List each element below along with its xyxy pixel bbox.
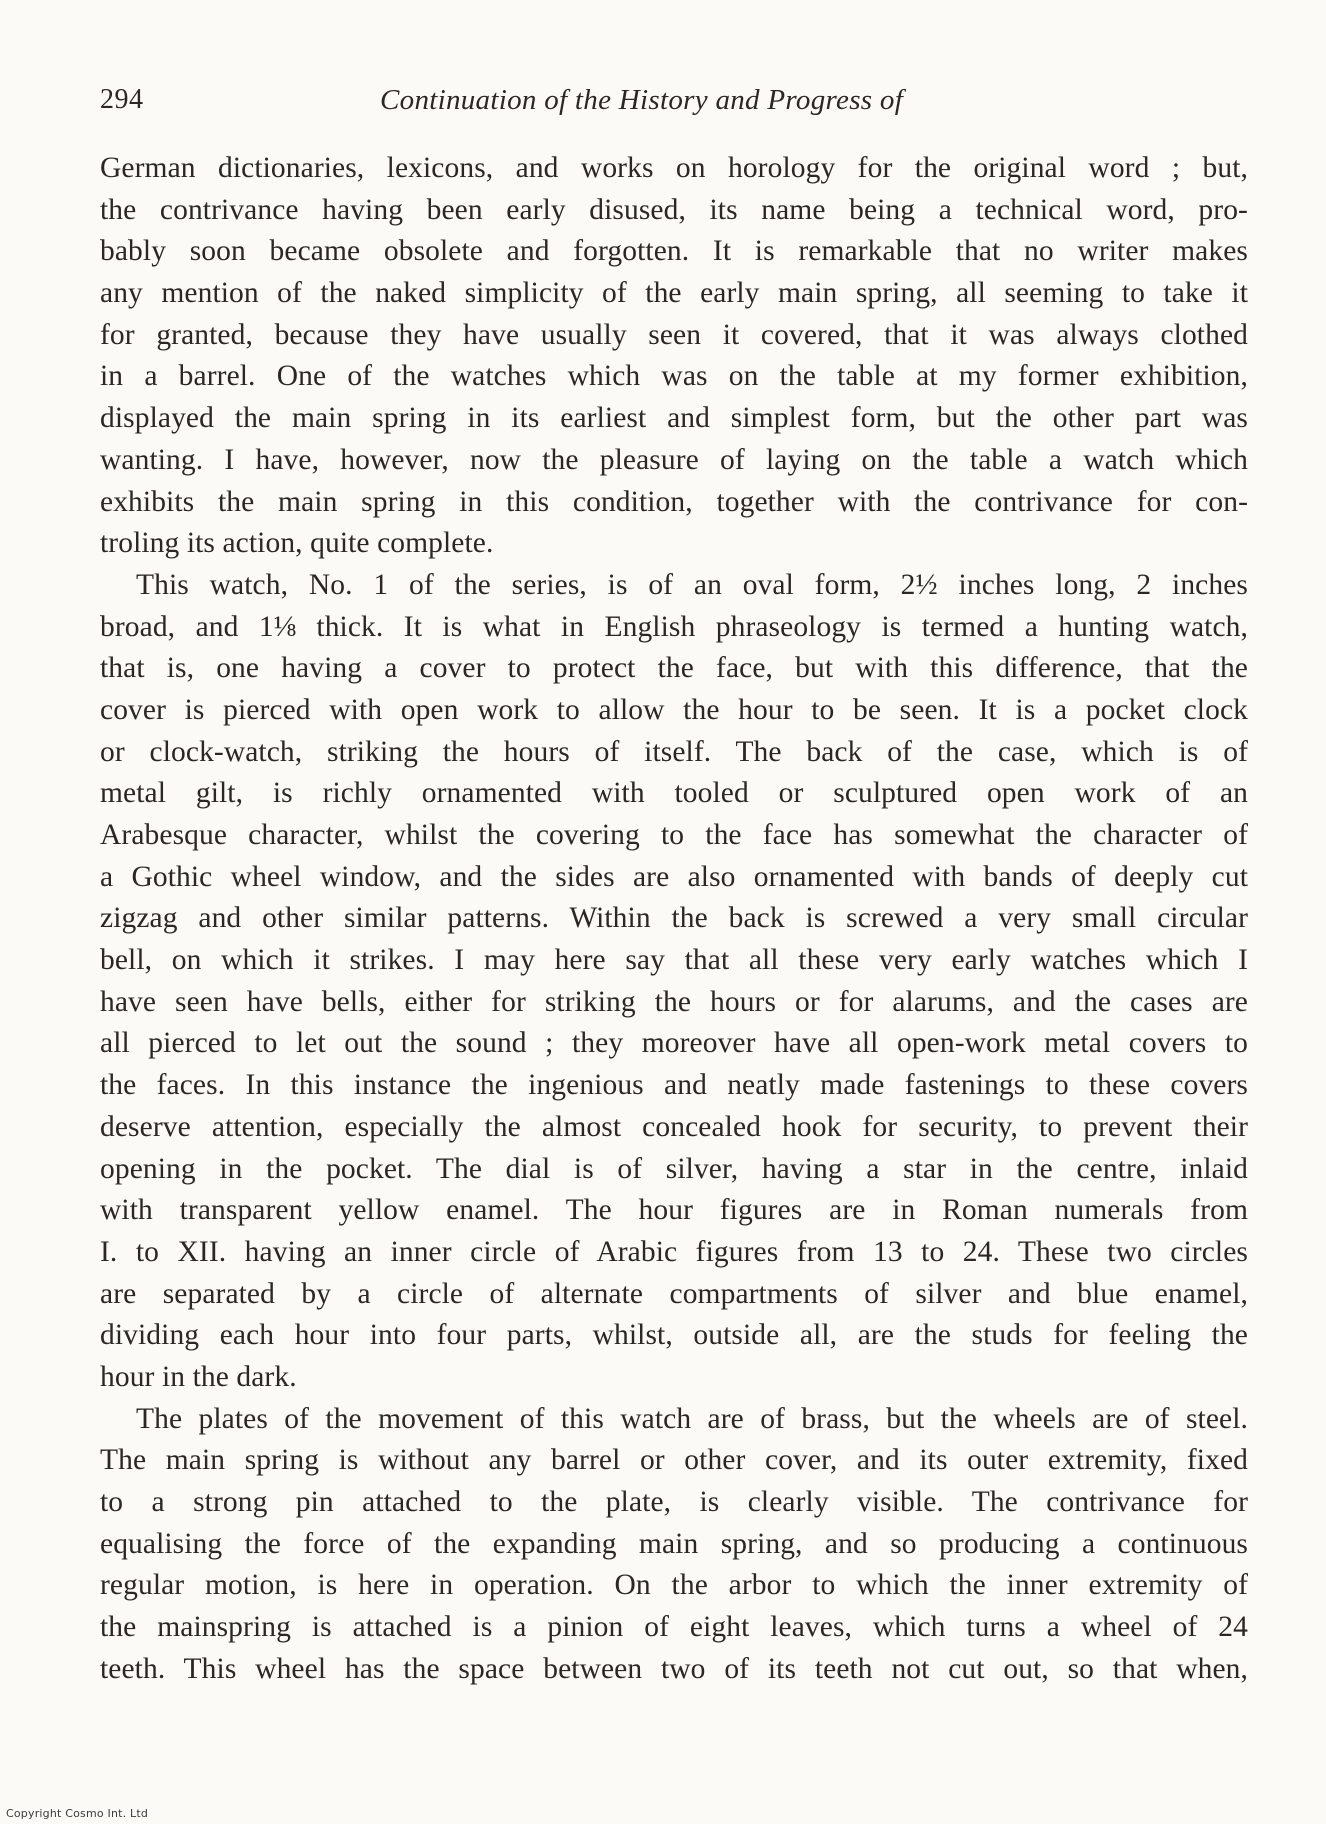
paragraph-3 — [100, 1399, 1248, 1691]
text-line: all pierced to let out the sound ; they moreover have all open-work metal covers to — [100, 1027, 1248, 1060]
text-line: This watch, No. 1 of the series, is of an oval form, 2½ inches long, 2 inches — [136, 568, 1248, 601]
copyright-watermark: Copyright Cosmo Int. Ltd — [6, 1807, 149, 1820]
text-line: hour in the dark. — [100, 1360, 297, 1393]
text-line: the contrivance having been early disused, its name being a technical word, pro- — [100, 193, 1248, 226]
text-line: any mention of the naked simplicity of the early main spring, all seeming to take it — [100, 277, 1248, 310]
text-line: broad, and 1⅛ thick. It is what in English phraseology is termed a hunting watch, — [100, 610, 1248, 643]
text-line: the mainspring is attached is a pinion of eight leaves, which turns a wheel of 24 — [100, 1611, 1248, 1644]
text-line: the faces. In this instance the ingenious and neatly made fastenings to these covers — [100, 1069, 1248, 1102]
text-line: exhibits the main spring in this condition, together with the contrivance for con- — [100, 485, 1248, 518]
paragraph-2 — [100, 565, 1248, 1399]
running-head: Continuation of the History and Progress of — [380, 84, 904, 116]
text-line: bell, on which it strikes. I may here say that all these very early watches which I — [100, 944, 1248, 977]
text-line: or clock-watch, striking the hours of itself. The back of the case, which is of — [100, 735, 1248, 768]
text-line: to a strong pin attached to the plate, is clearly visible. The contrivance for — [100, 1486, 1248, 1518]
text-line: opening in the pocket. The dial is of silver, having a star in the centre, inlaid — [100, 1152, 1248, 1185]
text-line: I. to XII. having an inner circle of Arabic figures from 13 to 24. These two circles — [100, 1235, 1248, 1268]
text-line: with transparent yellow enamel. The hour figures are in Roman numerals from — [100, 1194, 1248, 1227]
text-line: troling its action, quite complete. — [100, 527, 494, 560]
paragraph-1 — [100, 148, 1248, 565]
page-number: 294 — [100, 84, 144, 115]
text-line: German dictionaries, lexicons, and works on horology for the original word ; but, — [100, 152, 1248, 184]
body-text — [100, 148, 1248, 1690]
text-line: The plates of the movement of this watch are of brass, but the wheels are of steel. — [136, 1402, 1248, 1435]
text-line: cover is pierced with open work to allow the hour to be seen. It is a pocket clock — [100, 693, 1248, 726]
text-line: equalising the force of the expanding main spring, and so producing a continuous — [100, 1527, 1248, 1560]
text-line: dividing each hour into four parts, whilst, outside all, are the studs for feeling the — [100, 1319, 1248, 1352]
text-line: have seen have bells, either for striking the hours or for alarums, and the cases are — [100, 985, 1248, 1018]
page-header — [100, 84, 1248, 124]
text-line: displayed the main spring in its earliest and simplest form, but the other part was — [100, 402, 1248, 435]
text-line: metal gilt, is richly ornamented with tooled or sculptured open work of an — [100, 777, 1248, 810]
text-line: deserve attention, especially the almost concealed hook for security, to prevent their — [100, 1110, 1248, 1143]
text-line: are separated by a circle of alternate compartments of silver and blue enamel, — [100, 1277, 1248, 1310]
text-line: bably soon became obsolete and forgotten. It is remarkable that no writer makes — [100, 235, 1248, 268]
text-line: that is, one having a cover to protect the face, but with this difference, that the — [100, 652, 1248, 685]
text-line: wanting. I have, however, now the pleasure of laying on the table a watch which — [100, 443, 1248, 476]
text-line: in a barrel. One of the watches which was on the table at my former exhibition, — [100, 360, 1248, 393]
text-line: a Gothic wheel window, and the sides are also ornamented with bands of deeply cut — [100, 860, 1248, 893]
text-line: teeth. This wheel has the space between two of its teeth not cut out, so that when, — [100, 1652, 1248, 1685]
text-line: Arabesque character, whilst the covering to the face has somewhat the character of — [100, 819, 1248, 851]
text-line: for granted, because they have usually seen it covered, that it was always clothed — [100, 318, 1248, 351]
text-line: The main spring is without any barrel or other cover, and its outer extremity, fixed — [100, 1444, 1248, 1477]
text-line: zigzag and other similar patterns. Within the back is screwed a very small circular — [100, 902, 1248, 935]
text-line: regular motion, is here in operation. On the arbor to which the inner extremity of — [100, 1569, 1248, 1602]
